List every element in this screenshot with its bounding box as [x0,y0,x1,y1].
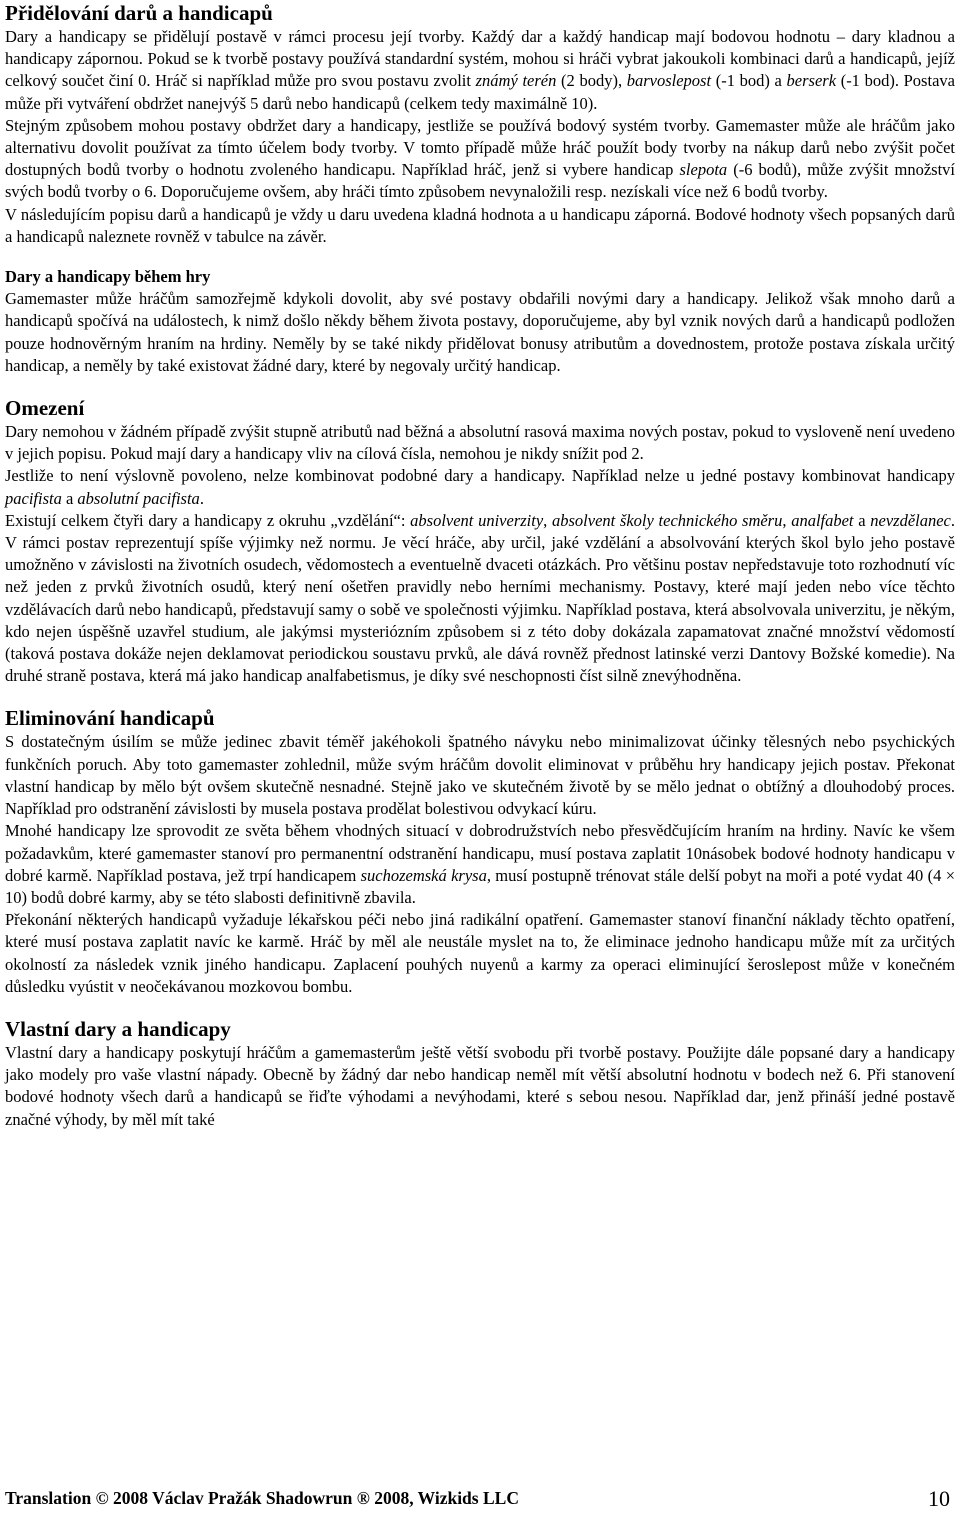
paragraph [5,26,955,115]
text-run: (2 body), [556,71,627,91]
text-run: Dary a handicapy se přidělují postavě v rámci procesu její tvorby. Každý dar a každý handicap mají bodovou hodnotu – dary kladnou a handicapy zápornou. Pokud se k tvorbě postavy používá standardní systém, mohou si hráči vybrat jakoukoli kombinaci darů a handicapů, jejíž celkový součet činí 0. Hráč si například může pro svou postavu zvolit [5,27,955,91]
italic-term: absolvent školy technického směru [552,510,783,530]
spacer [5,377,955,395]
paragraph: Překonání některých handicapů vyžaduje lékařskou péči nebo jiná radikální opatření. Gamemaster stanoví finanční náklady těchto opatření, které musí postava zaplatit navíc ke karmě. Hráč by měl ale neustále myslet na to, že eliminace jednoho handicapu může mít za určitých okolností za následek vznik jiného handicapu. Zaplacení pouhých nuyenů a karmy za operaci eliminující šeroslepost může v konečném důsledku vyústit v neočekávanou mozkovou bombu. [5,910,955,996]
page-number: 10 [928,1486,950,1511]
italic-term: suchozemská krysa [360,865,487,885]
paragraph [5,510,955,688]
spacer [5,998,955,1016]
spacer [5,248,955,266]
paragraph: S dostatečným úsilím se může jedinec zbavit téměř jakéhokoli špatného návyku nebo minimalizovat účinky tělesných nebo psychických funkčních poruch. Aby toto gamemaster zohlednil, může svým hráčům dovolit eliminovat v průběhu hry handicapy jejich postav. Překonat vlastní handicap by mělo být ovšem skutečně nesnadné. Stejně jako ve skutečném životě by se mělo jednat o obtížný a dlouhodobý proces. Například pro odstranění závislosti by musela postava prodělat bolestivou odvykací kúru. [5,732,955,819]
text-run: Stejným způsobem mohou postavy obdržet dary a handicapy, jestliže se používá bodový systém tvorby. Gamemaster může ale hráčům jako alternativu dovolit používat za tímto účelem body tvorby. V tomto případě může hráč použít body tvorby na nákup darů nebo zvýšit počet dostupných bodů tvorby o hodnotu zvoleného handicapu. Například hráč, jenž si vybere handicap [5,115,955,180]
text-run: Mnohé handicapy lze sprovodit ze světa během vhodných situací v dobrodružstvích nebo přesvědčujícím hraním na hrdiny. Navíc ke všem požadavkům, které gamemaster stanoví pro permanentní odstranění handicapu, musí postava zaplatit 10násobek bodové hodnoty handicapu v dobré karmě. Například postava, jež trpí handicapem [5,821,955,885]
text-run: . [199,488,204,508]
text-run: (-1 bod). Postava může při vytváření obdržet nanejvýš 5 darů nebo handicapů (celkem tedy maximálně 10). [5,71,955,113]
page-footer [5,1484,950,1512]
text-run: a [853,510,871,530]
paragraph [5,115,955,204]
footer-credit: Translation © 2008 Václav Pražák Shadowrun ® 2008, Wizkids LLC [5,1488,519,1508]
italic-term: slepota [679,160,728,180]
text-run: Existují celkem čtyři dary a handicapy z okruhu „vzdělání“: [5,510,411,530]
text-run: (-6 bodů), může zvýšit množství svých bodů tvorby o 6. Doporučujeme ovšem, aby hráči tímto způsobem nevynaložili resp. nezískali více než 6 bodů tvorby. [5,160,955,202]
italic-term: nevzdělanec [870,510,951,530]
paragraph: Gamemaster může hráčům samozřejmě kdykoli dovolit, aby své postavy obdařili novými dary a handicapy. Jelikož však mnoho darů a handicapů spočívá na událostech, k nimž došlo někdy během života postavy, doporučujeme, aby byl vznik nových darů a handicapů podložen pouze hodnověrným hraním na hrdiny. Neměly by se také nikdy přidělovat bonusy atributům a dovednostem, protože postava získala určitý handicap, a neměly by také existovat žádné dary, které by negovaly určitý handicap. [5,289,955,375]
text-run: Jestliže to není výslovně povoleno, nelze kombinovat podobné dary a handicapy. Například nelze u jedné postavy kombinovat handicapy [5,466,955,486]
text-run: a [61,488,78,508]
paragraph: Vlastní dary a handicapy poskytují hráčům a gamemasterům ještě větší svobodu při tvorbě postavy. Použijte dále popsané dary a handicapy jako modely pro vaše vlastní nápady. Obecně by žádný dar nebo handicap neměl mít větší absolutní hodnotu v bodech než 6. Při stanovení bodové hodnoty všech darů a handicapů se řiďte výhodami a nevýhodami, které s sebou nesou. Například dar, jenž přináší jedné postavě značné výhody, by měl mít také [5,1042,955,1129]
italic-term: barvoslepost [626,71,712,91]
paragraph: Dary nemohou v žádném případě zvýšit stupně atributů nad běžná a absolutní rasová maxima nových postav, pokud to vysloveně není uvedeno v jejich popisu. Pokud mají dary a handicapy vliv na cílová čísla, nemohou je nikdy snížit pod 2. [5,422,955,464]
text-run: (-1 bod) a [711,71,787,91]
italic-term: známý terén [475,71,557,91]
text-run: . V rámci postav reprezentují spíše výjimky než normu. Je věcí hráče, aby určil, jaké vzdělání a absolvování kterých škol bylo jeho postavě umožněno v závislosti na životních osudech, vědomostech a eventuelně dvaceti otázkách. Pro většinu postav nepředstavuje toto rozhodnutí víc než jeden z prvků životních osudů, který není ošetřen pravidly nebo herními mechanismy. Postavy, které mají jeden nebo více těchto vzdělávacích darů nebo handicapů, představují samy o sobě ve společnosti výjimku. Například postava, která absolvovala univerzitu, je někým, kdo nejen úspěšně uzavřel studium, ale jakýmsi mysteriózním způsobem si z této doby dokázala zapamatovat značné množství vědomostí (taková postava dokáže nejen deklamovat periodickou soustavu prvků, ale dává rovněž přednost latinské verzi Dantovy Božské komedie). Na druhé straně postava, která má jako handicap analfabetismus, je díky své neschopnosti číst silně znevýhodněna. [5,510,955,686]
italic-term: berserk [786,71,837,91]
italic-term: absolutní pacifista [77,488,200,508]
section-title-eliminovani: Eliminování handicapů [5,706,215,731]
italic-term: absolvent univerzity [410,510,544,530]
text-run: , musí postupně trénovat stále delší pobyt na moři a poté vydat 40 (4 × 10) bodů dobré karmy, aby se této slabosti definitivně zbavila. [5,865,956,907]
italic-term: analfabet [791,510,854,530]
paragraph: V následujícím popisu darů a handicapů je vždy u daru uvedena kladná hodnota a u handicapu záporná. Bodové hodnoty všech popsaných darů a handicapů naleznete rovněž v tabulce na závěr. [5,204,955,246]
section-title-vlastni: Vlastní dary a handicapy [5,1016,231,1041]
text-run: , [543,510,552,530]
section-title-omezeni: Omezení [5,396,85,421]
section-title-behem-hry: Dary a handicapy během hry [5,267,211,287]
paragraph [5,465,955,509]
paragraph [5,820,955,909]
section-title-prideleni: Přidělování darů a handicapů [5,1,273,25]
text-run: , [782,510,792,530]
italic-term: pacifista [5,488,62,508]
spacer [5,687,955,705]
